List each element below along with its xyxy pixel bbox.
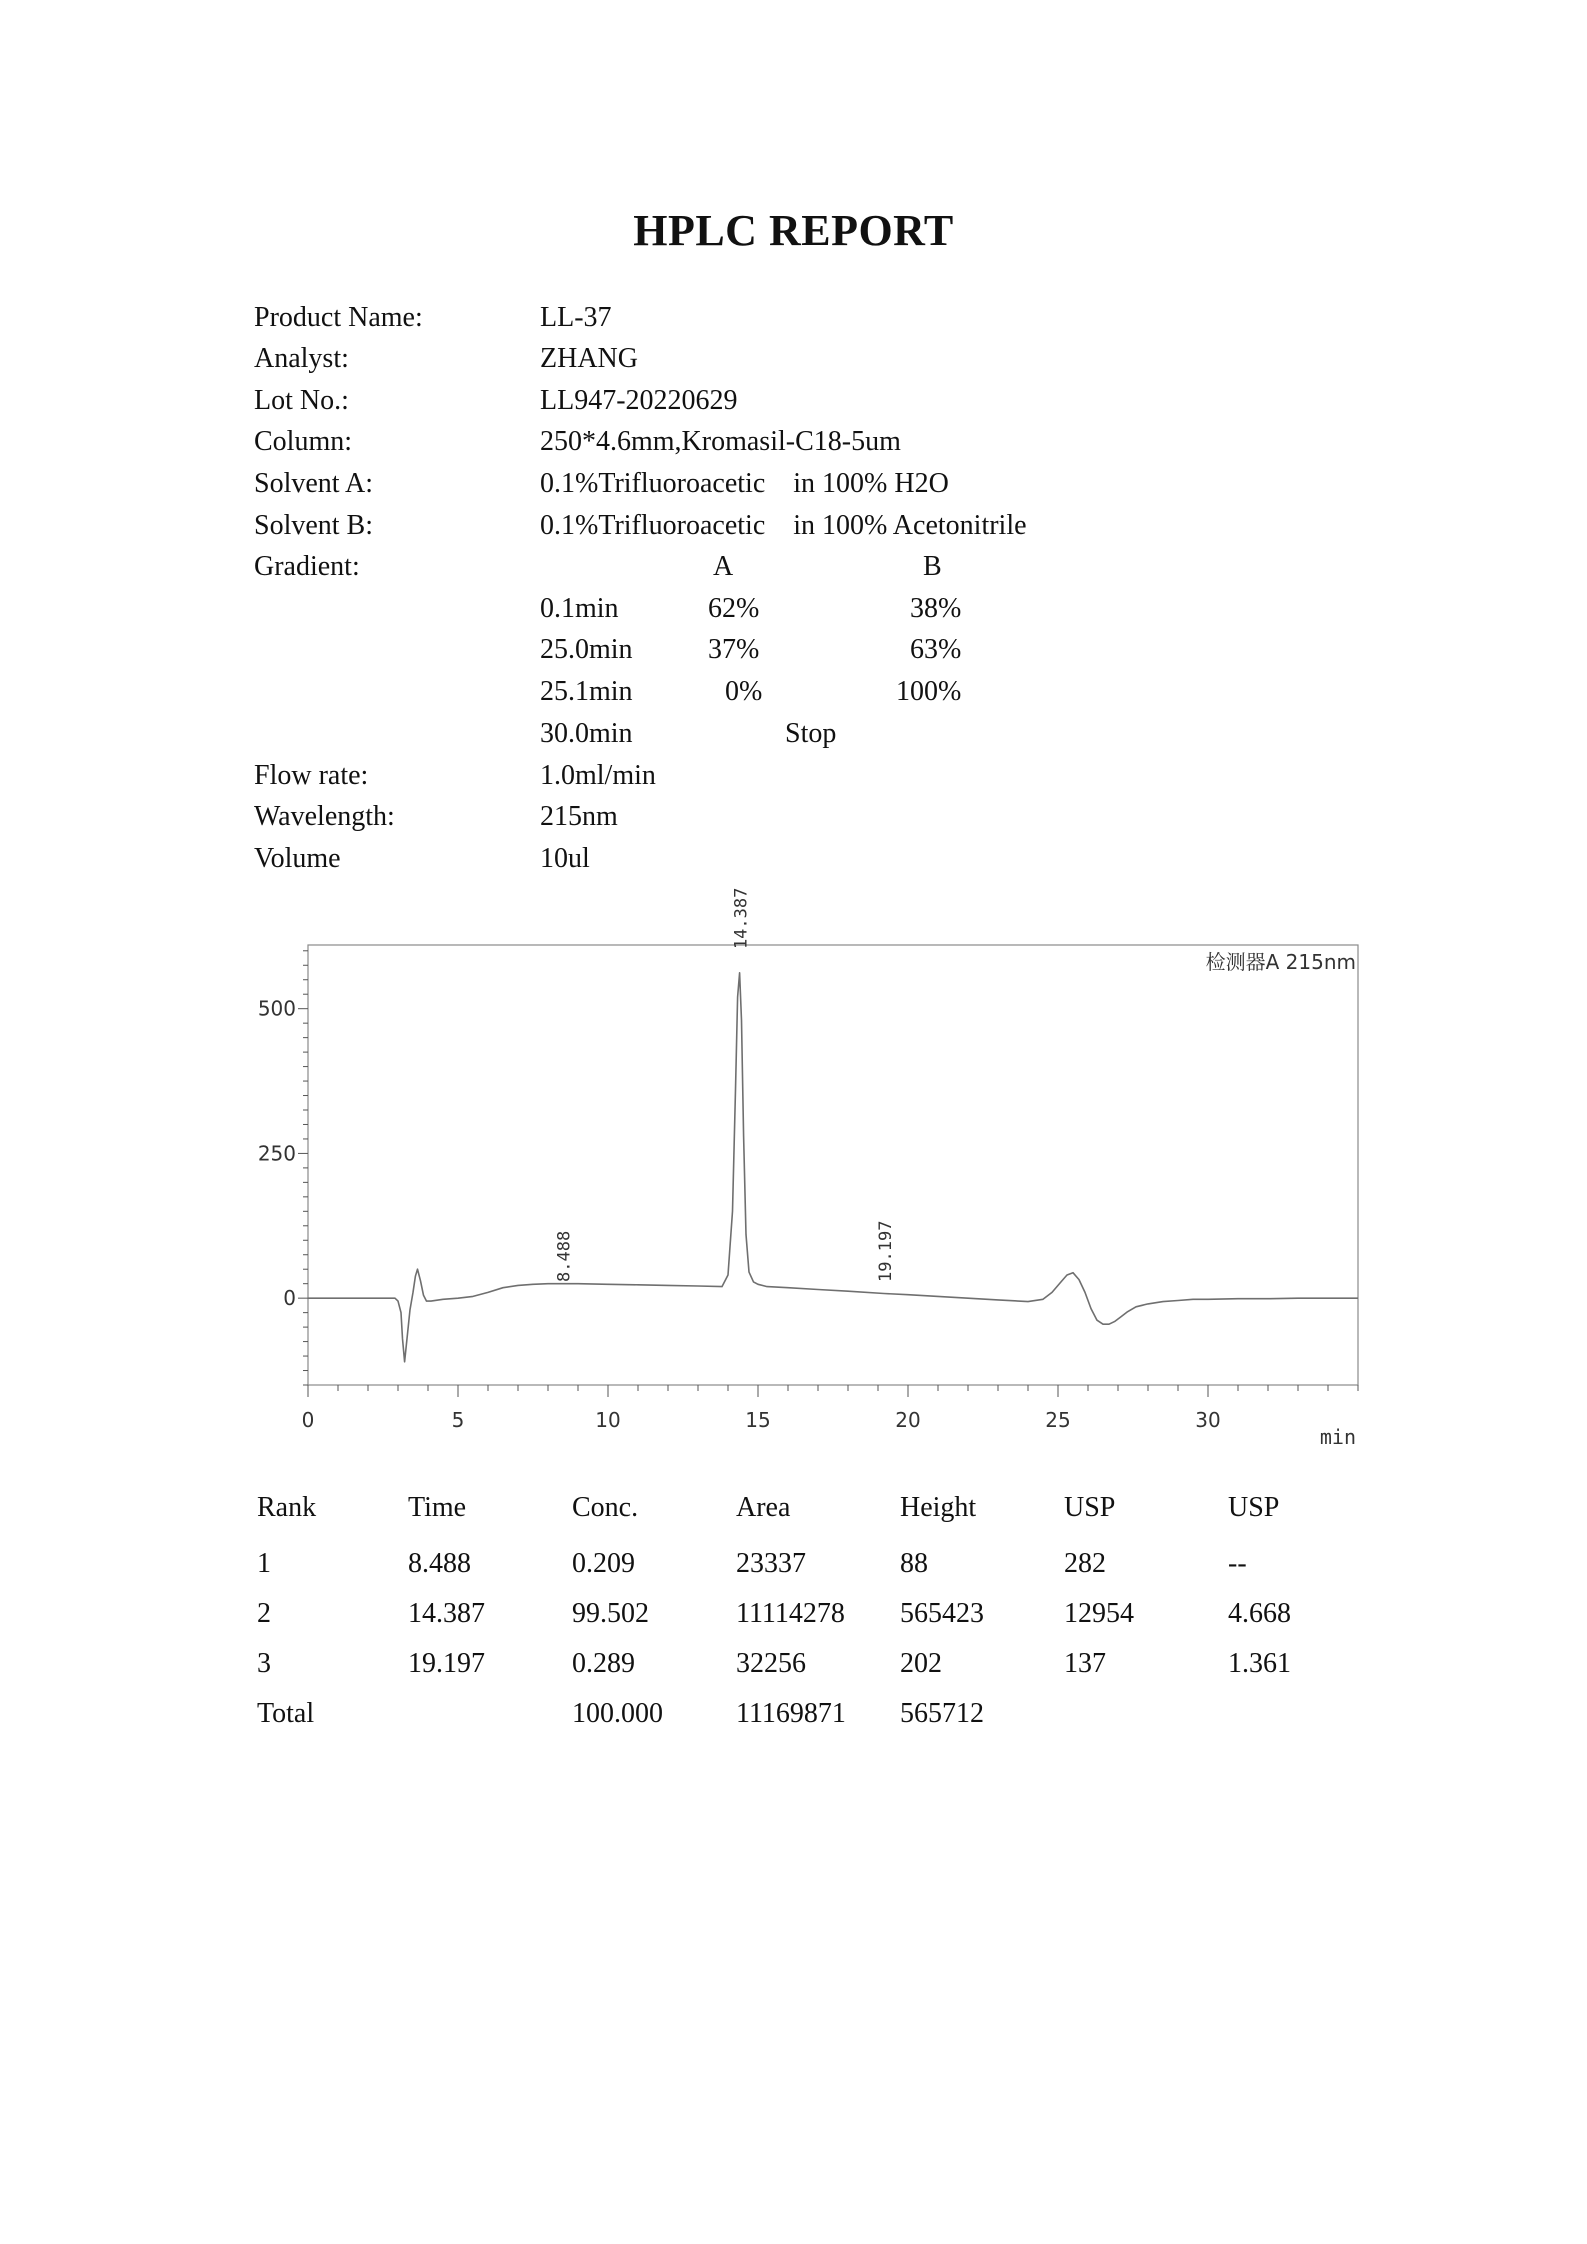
table-row-cell: 2 [257,1598,271,1629]
gradient-row-time: 25.1min [540,676,633,707]
table-row-cell: 88 [900,1548,928,1579]
x-tick-label: 20 [895,1408,921,1432]
table-row-cell: 11114278 [736,1598,845,1629]
column-value: 250*4.6mm,Kromasil-C18-5um [540,426,901,457]
column-header-area: Area [736,1492,791,1523]
gradient-stop-time: 30.0min [540,718,633,749]
table-row-cell: -- [1228,1548,1247,1579]
table-row-cell: 282 [1064,1548,1106,1579]
peak-retention-label: 8.488 [554,1230,575,1282]
peak-retention-label: 19.197 [875,1220,896,1282]
gradient-header-a: A [713,551,734,582]
table-row-cell: 8.488 [408,1548,471,1579]
x-tick-label: 30 [1195,1408,1221,1432]
table-row-cell: 0.289 [572,1648,635,1679]
column-header-usp: USP [1228,1492,1280,1523]
trace-group [308,888,1358,1362]
gradient-label: Gradient: [254,551,360,582]
total-row-cell: 565712 [900,1698,984,1729]
product-name-value: LL-37 [540,302,612,333]
table-row-cell: 1 [257,1548,271,1579]
column-label: Column: [254,426,353,457]
gradient-row-a: 0% [725,676,763,707]
wavelength-value: 215nm [540,801,618,832]
gradient-row-b: 38% [910,593,962,624]
plot-frame [308,945,1358,1385]
table-row-cell: 14.387 [408,1598,485,1629]
chromatogram-chart [236,887,1386,1455]
report-title: HPLC REPORT [633,206,954,255]
table-row-cell: 19.197 [408,1648,485,1679]
volume-value: 10ul [540,843,590,874]
table-row-cell: 3 [257,1648,271,1679]
table-row-cell: 0.209 [572,1548,635,1579]
product-name-label: Product Name: [254,302,423,333]
x-tick-label: 5 [451,1408,465,1432]
total-row-cell: 100.000 [572,1698,663,1729]
x-tick-label: 10 [595,1408,621,1432]
gradient-row-time: 25.0min [540,634,633,665]
y-tick-label: 0 [283,1286,296,1311]
solvent-b-value: 0.1%Trifluoroacetic in 100% Acetonitrile [540,510,1027,541]
x-tick-label: 25 [1045,1408,1071,1432]
lot-no-value: LL947-20220629 [540,385,738,416]
gradient-row-b: 63% [910,634,962,665]
analyst-value: ZHANG [540,343,638,374]
total-row-cell: 11169871 [736,1698,846,1729]
table-row-cell: 12954 [1064,1598,1134,1629]
table-row-cell: 4.668 [1228,1598,1291,1629]
table-row-cell: 1.361 [1228,1648,1291,1679]
table-row-cell: 137 [1064,1648,1106,1679]
gradient-row-time: 0.1min [540,593,619,624]
column-header-rank: Rank [257,1492,317,1523]
lot-no-label: Lot No.: [254,385,349,416]
axis-group [258,951,1358,1432]
chromatogram-svg [236,887,1386,1455]
gradient-header-b: B [923,551,942,582]
x-axis-label: min [1319,1425,1356,1449]
table-row-cell: 565423 [900,1598,984,1629]
solvent-a-label: Solvent A: [254,468,374,499]
x-tick-label: 0 [301,1408,315,1432]
solvent-a-value: 0.1%Trifluoroacetic in 100% H2O [540,468,949,499]
flow-rate-value: 1.0ml/min [540,760,656,791]
column-header-usp: USP [1064,1492,1116,1523]
peak-retention-label: 14.387 [731,887,752,950]
column-header-height: Height [900,1492,977,1523]
chromatogram-trace [308,973,1358,1362]
flow-rate-label: Flow rate: [254,760,369,791]
analyst-label: Analyst: [254,343,349,374]
column-header-time: Time [408,1492,467,1523]
table-row-cell: 23337 [736,1548,806,1579]
table-row-cell: 32256 [736,1648,806,1679]
detector-title: 检测器A 215nm [1205,950,1356,974]
gradient-row-a: 62% [708,593,760,624]
gradient-row-a: 37% [708,634,760,665]
y-tick-label: 500 [257,996,296,1021]
volume-label: Volume [254,843,341,874]
gradient-row-b: 100% [896,676,962,707]
gradient-stop-label: Stop [785,718,837,749]
x-tick-label: 15 [745,1408,771,1432]
total-row-cell: Total [257,1698,315,1729]
solvent-b-label: Solvent B: [254,510,374,541]
y-tick-label: 250 [257,1141,296,1166]
table-row-cell: 202 [900,1648,942,1679]
column-header-conc: Conc. [572,1492,639,1523]
table-row-cell: 99.502 [572,1598,649,1629]
wavelength-label: Wavelength: [254,801,395,832]
